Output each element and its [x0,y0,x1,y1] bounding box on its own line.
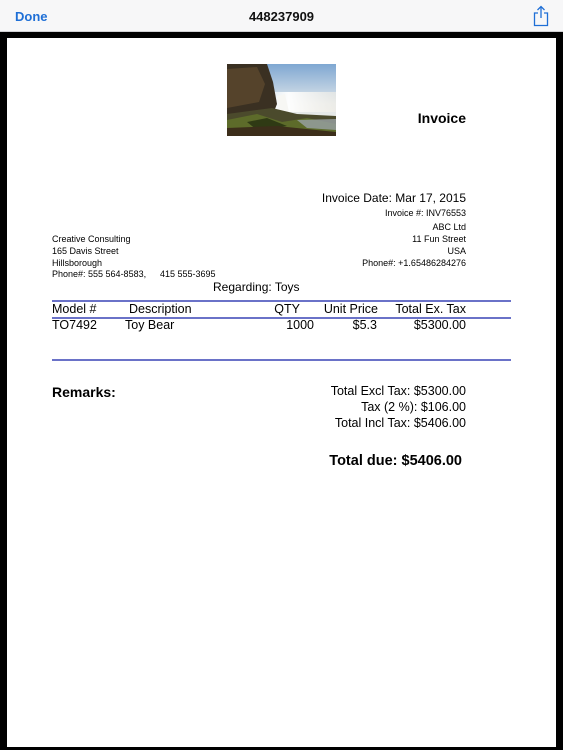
remarks-label: Remarks: [52,384,116,400]
share-icon[interactable] [533,5,549,27]
cell-qty: 1000 [286,318,314,332]
cell-model: TO7492 [52,318,97,332]
cell-unit-price: $5.3 [352,318,377,332]
cell-description: Toy Bear [125,318,175,332]
document-title: 448237909 [248,9,315,24]
from-phone-alt: 415 555-3695 [160,269,216,279]
regarding-line: Regarding: Toys [213,280,300,294]
from-city: Hillsborough [52,258,103,268]
col-header-unit-price: Unit Price [323,302,378,316]
invoice-date: Invoice Date: Mar 17, 2015 [321,191,466,205]
col-header-description: Description [129,302,192,316]
cell-total-ex-tax: $5300.00 [413,318,466,332]
tax-amount: Tax (2 %): $106.00 [361,400,466,414]
waterfall-photo [227,64,336,136]
total-due: Total due: $5406.00 [329,453,462,469]
from-phone: Phone#: 555 564-8583, [52,269,147,279]
col-header-total-ex-tax: Total Ex. Tax [395,302,466,316]
invoice-number: Invoice #: INV76553 [384,208,466,218]
bill-to-country: USA [447,246,466,256]
table-bottom-rule [52,359,511,361]
col-header-model: Model # [52,302,97,316]
from-company: Creative Consulting [52,234,131,244]
total-excl-tax: Total Excl Tax: $5300.00 [330,384,466,398]
from-street: 165 Davis Street [52,246,119,256]
done-button[interactable]: Done [15,9,48,24]
col-header-qty: QTY [274,302,300,316]
top-toolbar [0,0,563,32]
total-incl-tax: Total Incl Tax: $5406.00 [334,416,466,430]
bill-to-street: 11 Fun Street [412,234,466,244]
bill-to-company: ABC Ltd [432,222,466,232]
invoice-page [7,38,556,747]
bill-to-phone: Phone#: +1.65486284276 [362,258,466,268]
invoice-heading: Invoice [417,110,466,126]
